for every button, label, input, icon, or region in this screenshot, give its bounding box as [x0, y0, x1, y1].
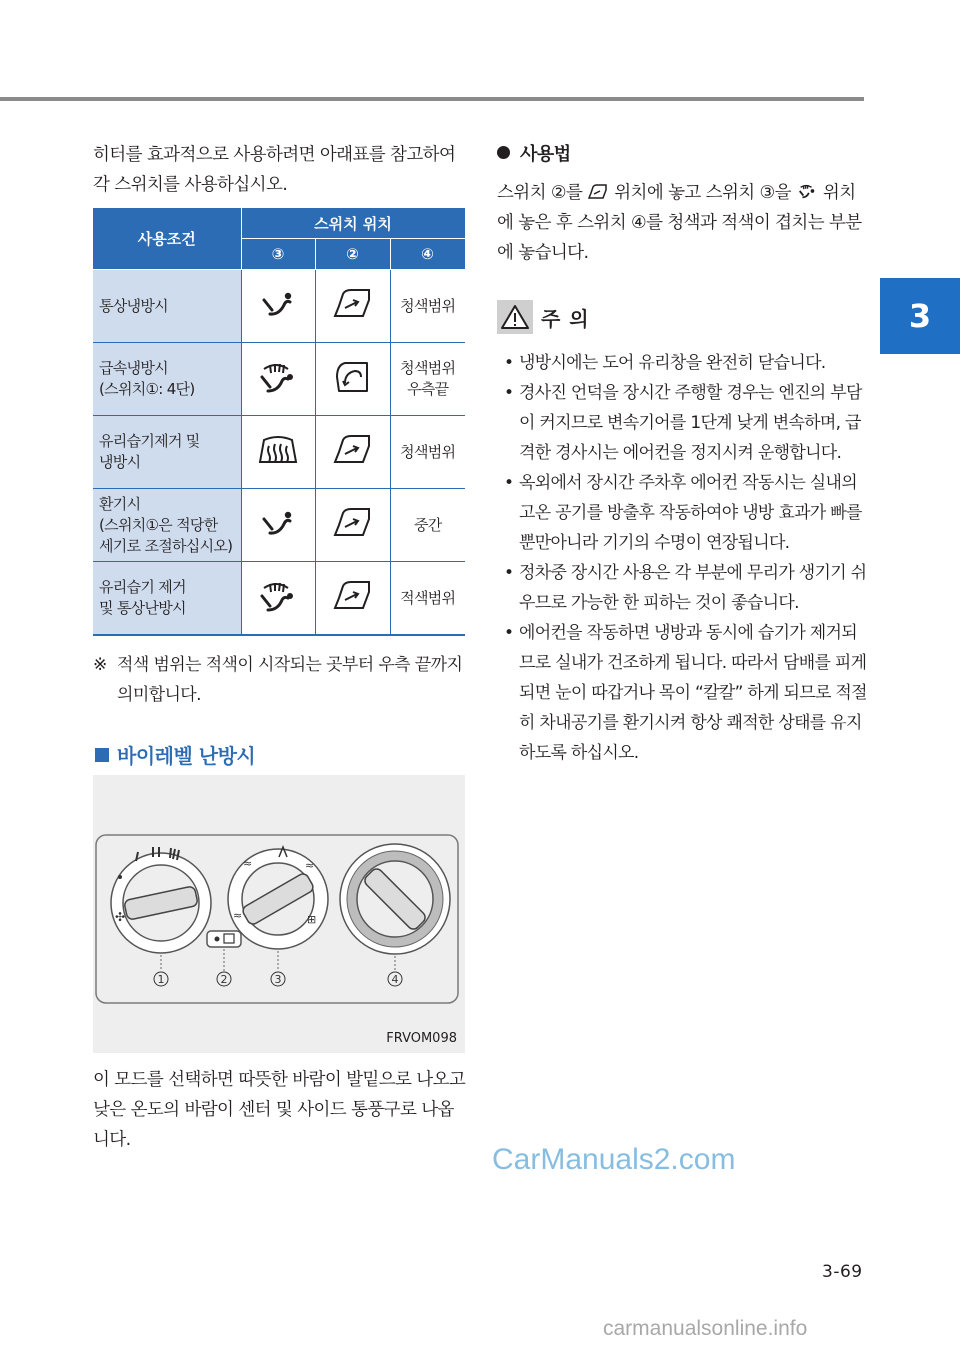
- face-vent-icon: [241, 489, 315, 562]
- caution-heading-text: 주 의: [541, 306, 590, 331]
- usage-heading: [497, 140, 867, 166]
- condition-line: 환기시: [99, 494, 141, 513]
- recirculation-off-icon: [315, 562, 390, 636]
- table-row: [93, 416, 465, 489]
- condition-cell: 통상냉방시: [93, 270, 241, 343]
- temperature-cell: 청색범위: [390, 270, 465, 343]
- condition-line: 냉방시: [99, 453, 141, 471]
- bilevel-description: [93, 1065, 467, 1155]
- usage-text: 위치에 놓은 후 스위치 ④를 청색과 적색이 겹치는 부분에 놓습니다.: [497, 183, 862, 263]
- caution-section: [497, 300, 867, 768]
- condition-line: 및 통상난방시: [99, 599, 186, 617]
- face-defrost-vent-icon: [796, 181, 818, 201]
- condition-line: 유리습기제거 및: [99, 432, 200, 450]
- header-switch-2: ②: [315, 239, 390, 270]
- header-switch-position: 스위치 위치: [241, 208, 465, 239]
- note-mark: ※: [93, 655, 107, 675]
- recirculation-off-icon: [587, 183, 609, 201]
- callout-3: 3: [274, 973, 282, 986]
- recirculation-off-icon: [315, 270, 390, 343]
- condition-cell: [93, 416, 241, 489]
- svg-text:✣: ✣: [115, 910, 126, 924]
- temperature-cell: 청색범위: [390, 416, 465, 489]
- page-number: 3-69: [822, 1262, 863, 1282]
- face-defrost-vent-icon: [241, 343, 315, 416]
- svg-text:≈: ≈: [243, 857, 253, 870]
- bilevel-heading: [95, 740, 255, 769]
- recirculation-off-icon: [315, 489, 390, 562]
- settings-table: [93, 208, 466, 636]
- condition-cell: [93, 489, 241, 562]
- table-row: [93, 343, 465, 416]
- note-line: 의미합니다.: [117, 685, 201, 705]
- callout-1: 1: [157, 973, 165, 986]
- header-condition: 사용조건: [93, 208, 241, 270]
- top-rule: [0, 97, 864, 101]
- circle-bullet-icon: [497, 146, 510, 159]
- table-note: [93, 650, 465, 710]
- svg-text:⊞: ⊞: [307, 913, 317, 926]
- caution-heading: [497, 300, 867, 334]
- bilevel-heading-text: 바이레벨 난방시: [117, 744, 256, 768]
- usage-section: [497, 140, 867, 268]
- callout-4: 4: [391, 973, 399, 986]
- bilevel-paragraph: 이 모드를 선택하면 따뜻한 바람이 발밑으로 나오고 낮은 온도의 바람이 센터 및 사이드 통풍구로 나옵니다.: [93, 1070, 466, 1150]
- condition-line: (스위치①: 4단): [99, 380, 195, 398]
- usage-text: 위치에 놓고 스위치 ③을: [614, 183, 791, 203]
- svg-text:≈: ≈: [305, 859, 315, 872]
- recirculation-button[interactable]: [207, 931, 241, 947]
- warning-icon: [497, 300, 533, 334]
- table-row: [93, 489, 465, 562]
- face-defrost-vent-icon: [241, 562, 315, 636]
- temperature-line: 청색범위: [400, 359, 456, 377]
- control-panel-figure: [93, 775, 465, 1053]
- caution-item: • 냉방시에는 도어 유리창을 완전히 닫습니다.: [497, 348, 867, 378]
- footer-watermark: carmanualsonline.info: [603, 1317, 808, 1340]
- face-vent-icon: [241, 270, 315, 343]
- table-row: [93, 270, 465, 343]
- figure-code: FRVOM098: [386, 1031, 457, 1046]
- condition-cell: [93, 562, 241, 636]
- header-switch-4: ④: [390, 239, 465, 270]
- recirculation-on-icon: [315, 343, 390, 416]
- temperature-cell: 적색범위: [390, 562, 465, 636]
- note-line: 적색 범위는 적색이 시작되는 곳부터 우측 끝까지: [117, 655, 463, 675]
- header-switch-3: ③: [241, 239, 315, 270]
- temperature-cell: 중간: [390, 489, 465, 562]
- mode-knob[interactable]: [228, 847, 328, 949]
- caution-item: • 경사진 언덕을 장시간 주행할 경우는 엔진의 부담이 커지므로 변속기어를 1단계 낮게 변속하며, 급격한 경사시는 에어컨을 정지시켜 운행합니다.: [497, 378, 867, 468]
- condition-line: 급속냉방시: [99, 359, 168, 377]
- svg-text:≈: ≈: [233, 909, 243, 922]
- temperature-cell: [390, 343, 465, 416]
- temperature-knob[interactable]: [340, 844, 450, 954]
- recirculation-off-icon: [315, 416, 390, 489]
- condition-cell: [93, 343, 241, 416]
- watermark: CarManuals2.com: [492, 1143, 736, 1176]
- condition-line: 세기로 조절하십시오): [99, 536, 233, 555]
- temperature-line: 우측끝: [407, 380, 449, 398]
- usage-paragraph: [497, 178, 867, 268]
- usage-text: 스위치 ②를: [497, 183, 583, 203]
- caution-item: • 에어컨을 작동하면 냉방과 동시에 습기가 제거되므로 실내가 건조하게 됩니다. 따라서 담배를 피게 되면 눈이 따갑거나 목이 “칼칼” 하게 되므로 적절히 차내공기를 환기시켜 항상 쾌적한 상태를 유지하도록 하십시오.: [497, 618, 867, 768]
- intro-text: [93, 140, 465, 200]
- condition-line: (스위치①은 적당한: [99, 515, 218, 534]
- condition-line: 유리습기 제거: [99, 578, 186, 596]
- caution-item: • 옥외에서 장시간 주차후 에어컨 작동시는 실내의 고온 공기를 방출후 작동하여야 냉방 효과가 빠를 뿐만아니라 기기의 수명이 연장됩니다.: [497, 468, 867, 558]
- usage-heading-text: 사용법: [520, 144, 571, 165]
- table-row: [93, 562, 465, 636]
- chapter-tab[interactable]: 3: [880, 278, 960, 354]
- caution-list: [497, 348, 867, 768]
- caution-item: • 정차중 장시간 사용은 각 부분에 무리가 생기기 쉬우므로 가능한 한 피하는 것이 좋습니다.: [497, 558, 867, 618]
- defrost-icon: [241, 416, 315, 489]
- control-panel-illustration: [93, 775, 465, 1053]
- callout-2: 2: [220, 973, 228, 986]
- intro-paragraph: 히터를 효과적으로 사용하려면 아래표를 참고하여 각 스위치를 사용하십시오.: [93, 145, 456, 195]
- square-bullet-icon: [95, 748, 109, 762]
